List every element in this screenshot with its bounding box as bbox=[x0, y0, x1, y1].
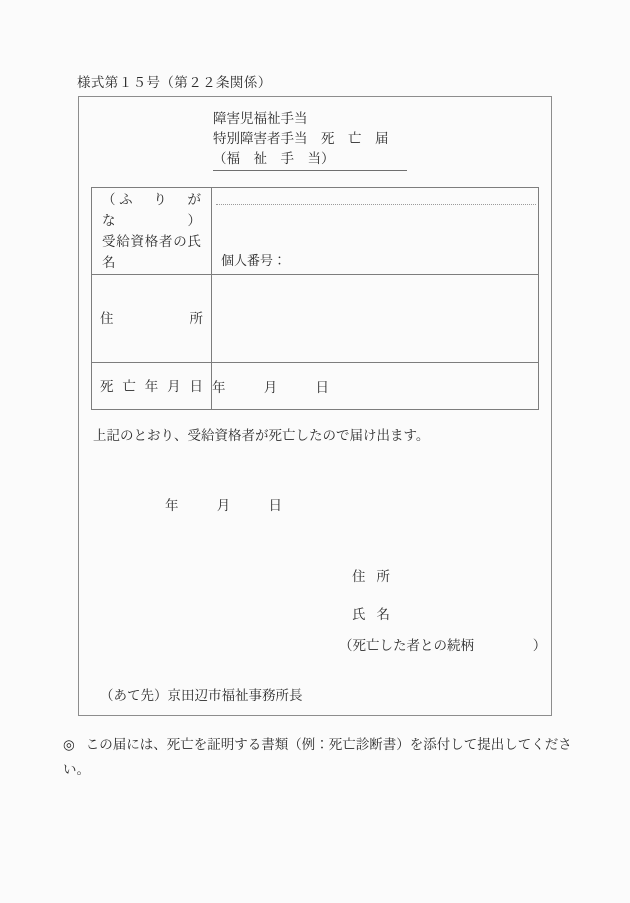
footer-note bbox=[63, 732, 573, 782]
furigana-dotted-rule bbox=[216, 204, 536, 205]
footer-note-text: この届には、死亡を証明する書類（例：死亡診断書）を添付して提出してください。 bbox=[63, 737, 572, 777]
relation-label-close: ） bbox=[532, 638, 547, 653]
label-furigana: （ふ り が な） bbox=[102, 192, 215, 228]
signature-relation-line[interactable] bbox=[339, 634, 546, 654]
form-title-block bbox=[213, 109, 407, 171]
death-date-year-unit: 年 bbox=[212, 380, 226, 395]
applicant-info-table bbox=[91, 187, 539, 410]
double-circle-icon: ◎ bbox=[63, 737, 75, 752]
submission-date-line[interactable] bbox=[165, 494, 283, 514]
label-cell-death-date bbox=[92, 363, 212, 410]
value-cell-address[interactable] bbox=[212, 275, 539, 363]
submission-date-month-unit: 月 bbox=[216, 498, 231, 513]
table-row-death-date bbox=[92, 363, 539, 410]
signature-address-line[interactable] bbox=[352, 565, 390, 585]
title-line-allowance-adult: 特別障害者手当 死 亡 届 bbox=[213, 131, 389, 146]
label-cell-address bbox=[92, 275, 212, 363]
title-line-welfare-allowance: （福 祉 手 当） bbox=[213, 149, 407, 171]
signature-name-line[interactable] bbox=[352, 603, 390, 623]
submission-date-day-unit: 日 bbox=[268, 498, 283, 513]
death-date-month-unit: 月 bbox=[263, 380, 278, 395]
value-cell-death-date[interactable] bbox=[212, 363, 539, 410]
form-number-heading: 様式第１５号（第２２条関係） bbox=[77, 75, 272, 90]
title-line-allowance-child: 障害児福祉手当 bbox=[213, 111, 308, 126]
signature-block bbox=[352, 565, 390, 641]
signature-address-label: 住所 bbox=[352, 569, 390, 584]
declaration-statement: 上記のとおり、受給資格者が死亡したので届け出ます。 bbox=[93, 428, 430, 443]
label-death-date: 死亡年月日 bbox=[100, 378, 203, 394]
death-date-day-unit: 日 bbox=[315, 380, 330, 395]
value-cell-recipient-name[interactable] bbox=[212, 188, 539, 275]
label-recipient-name: 受給資格者の氏名 bbox=[102, 234, 201, 270]
table-row-address bbox=[92, 275, 539, 363]
relation-label-open: （死亡した者との続柄 bbox=[339, 638, 474, 653]
addressee-line: （あて先）京田辺市福祉事務所長 bbox=[100, 688, 303, 703]
submission-date-year-unit: 年 bbox=[165, 498, 179, 513]
table-row-recipient-name bbox=[92, 188, 539, 275]
label-my-number: 個人番号： bbox=[221, 253, 287, 268]
signature-name-label: 氏名 bbox=[352, 607, 390, 622]
label-address: 住所 bbox=[100, 311, 203, 326]
label-cell-recipient-name bbox=[92, 188, 215, 275]
